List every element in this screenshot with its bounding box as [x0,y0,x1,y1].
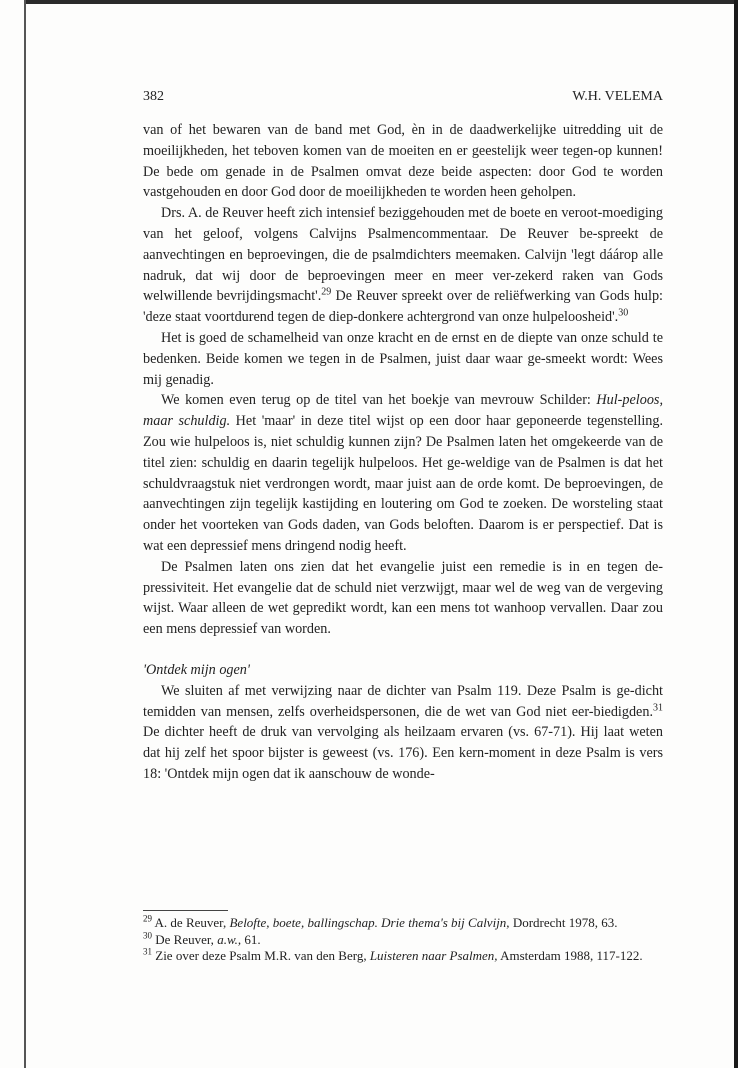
scan-right-edge [734,0,738,1068]
scan-left-edge [24,0,26,1068]
footnote-31: $^{31}$ Zie over deze Psalm M.R. van den Berg, Luisteren naar Psalmen, Amsterdam 1988, 117-122. [143,946,643,963]
paragraph-3: Het is goed de schamelheid van onze kracht en de ernst en de diepte van onze schuld te bedenken. Beide komen we tegen in de Psalmen, juist daar waar ge-smeekt wordt: Wees mij genadig. [143,329,663,388]
paragraph-4: We komen even terug op de titel van het boekje van mevrouw Schilder: Hul-peloos, maar schuldig. Het 'maar' in deze titel wijst op een door haar geponeerde tegenstelling. Zou wie hulpeloos is, niet schuldig kunnen zijn? De Psalmen laten het omgekeerde van de titel zien: schuldig en daarin tegelijk hulpeloos. Het ge-weldige van de Psalmen is dat het schuldvraagstuk niet verdrongen wordt, maar juist aan de orde komt. De beproevingen, de aanvechtingen zijn tegelijk kastijding en loutering om God te zoeken. De worsteling staat onder het voorteken van Gods daden, van Gods beloften. Daarom is er perspectief. Dat is wat een depressief mens dringend nodig heeft. [143,392,663,554]
page-number: 382 [143,89,164,104]
paragraph-5: De Psalmen laten ons zien dat het evangelie juist een remedie is in en tegen de-pressiviteit. Het evangelie dat de schuld niet verzwijgt, maar wel de weg van de vergeving wijst. Waar alleen de wet gepredikt wordt, kan een mens tot wanhoop vervallen. Daar zou een mens depressief van worden. [143,558,663,638]
book-title: Hul-peloos, maar schuldig. [143,392,663,430]
scan-top-edge [26,0,738,4]
running-head-author: W.H. VELEMA [572,89,663,104]
footnote-ref-30: 30 [618,307,629,319]
paragraph-2: Drs. A. de Reuver heeft zich intensief beziggehouden met de boete en veroot-moediging van het geloof, volgens Calvijns Psalmencommentaar. De Reuver be-spreekt de aanvechtingen en beproevingen, die de psalmdichters meemaken. Calvijn 'legt dáárop alle nadruk, dat wij door de beproevingen meer en meer ver-zekerd raken van Gods welwillende bevrijdingsmacht'.$^{29}$ De Reuver spreekt over de reliëfwerking van Gods hulp: 'deze staat voortdurend tegen de diep-donkere achtergrond van onze hulpeloosheid'.$^{30}$ [143,205,663,326]
footnote-ref-29: 29 [321,286,332,298]
running-header [143,89,663,105]
section-heading: 'Ontdek mijn ogen' [143,661,250,678]
footnote-30: $^{30}$ De Reuver, a.w., 61. [143,930,261,947]
footnote-divider [143,910,228,911]
paragraph-6: We sluiten af met verwijzing naar de dichter van Psalm 119. Deze Psalm is ge-dicht temidden van mensen, zelfs overheidspersonen, die de wet van God niet eer-biedigden.$^{31}$ De dichter heeft de druk van vervolging als heilzaam ervaren (vs. 67-71). Hij laat weten dat hij zelf het spoor bijster is geweest (vs. 176). Een kern-moment in deze Psalm is vers 18: 'Ontdek mijn ogen dat ik aanschouw de wonde- [143,682,663,782]
body-text [143,120,663,785]
footnote-29: $^{29}$ A. de Reuver, Belofte, boete, ballingschap. Drie thema's bij Calvijn, Dordrecht 1978, 63. [143,913,618,930]
paragraph-1: van of het bewaren van de band met God, èn in de daadwerkelijke uitredding uit de moeilijkheden, het teboven komen van de moeiten en er geestelijk weer tegen-op kunnen! De bede om genade in de Psalmen omvat deze beide aspecten: door God te worden vastgehouden en door God door de moeilijkheden te worden heen geholpen. [143,122,663,201]
footnote-ref-31: 31 [653,701,663,713]
footnotes [143,910,663,965]
